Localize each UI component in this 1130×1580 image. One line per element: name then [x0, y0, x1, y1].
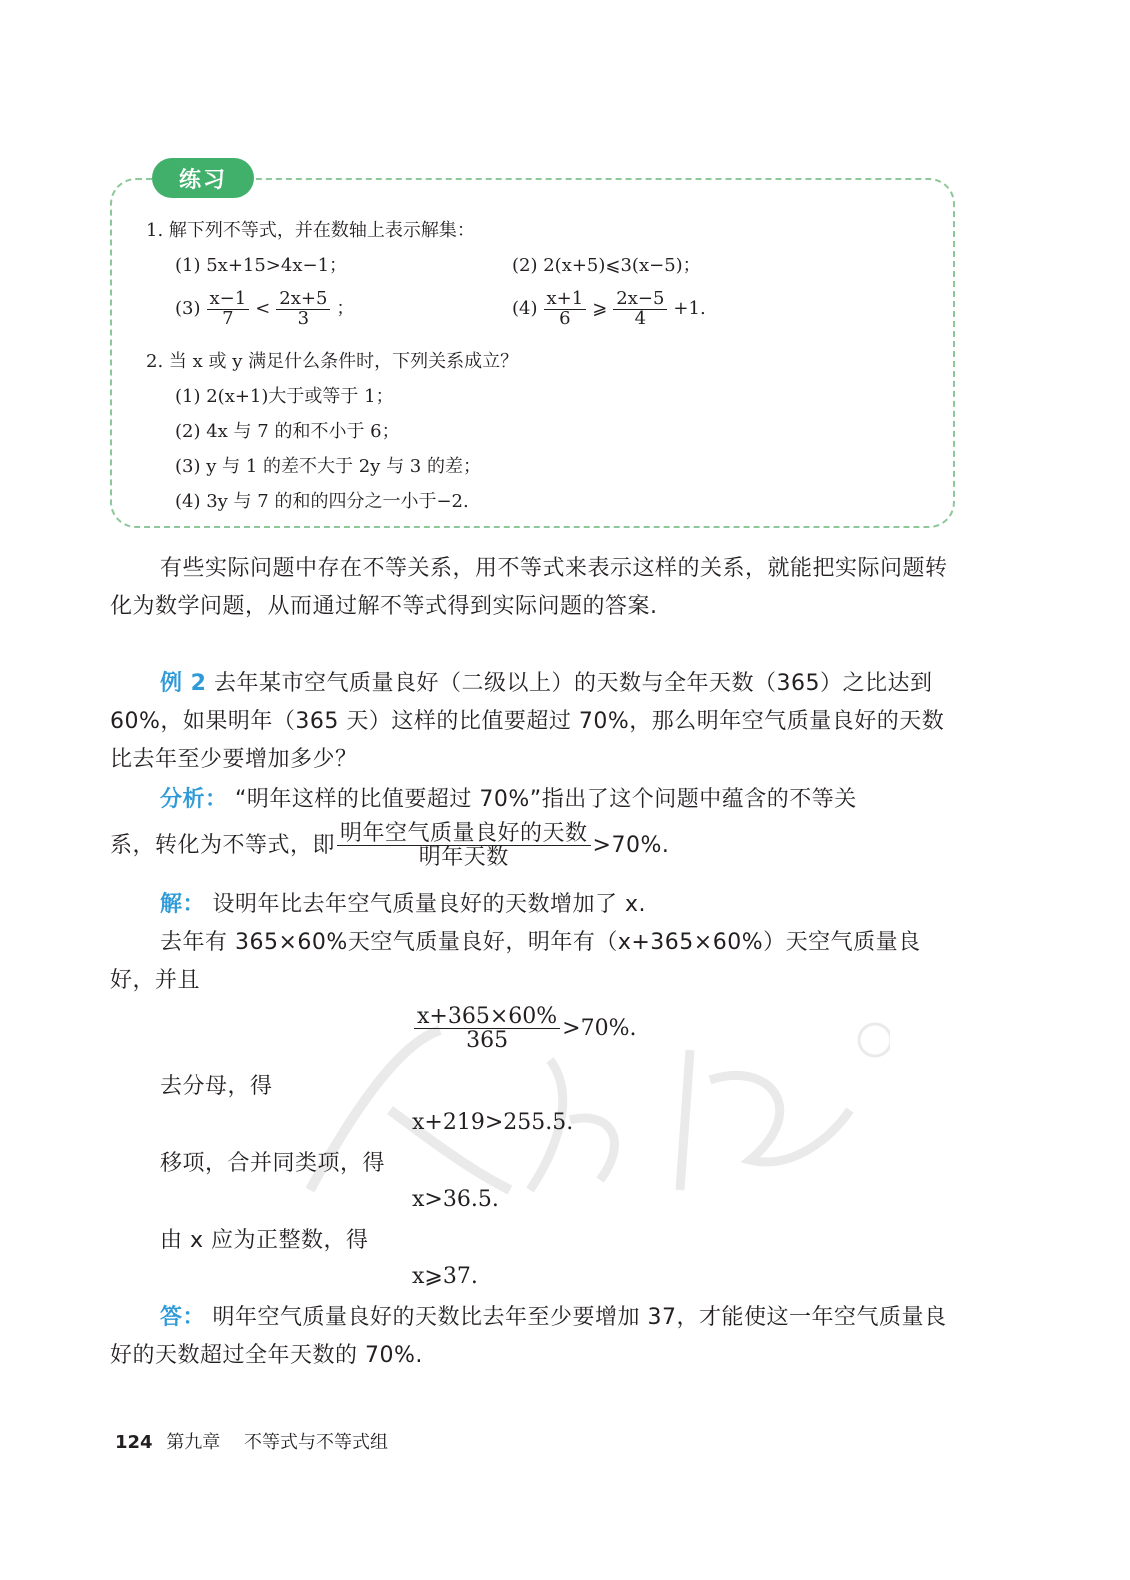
exercise-q2-item-1: (1) 2(x+1)大于或等于 1； [175, 386, 394, 407]
step-3: 由 x 应为正整数，得 [160, 1228, 369, 1253]
analysis-fraction [337, 822, 591, 869]
example-label: 例 2 [160, 671, 207, 696]
fraction [544, 290, 587, 329]
equation-4: x⩾37. [412, 1264, 478, 1289]
fraction-denominator: 明年天数 [418, 845, 509, 871]
item-label: (3) [175, 298, 201, 320]
fraction [207, 290, 250, 329]
fraction-numerator: 2x+5 [276, 290, 330, 310]
analysis-text-2: 系，转化为不等式，即 [110, 832, 336, 858]
equation-1-fraction [414, 1005, 560, 1052]
chapter-number: 第九章 [166, 1432, 221, 1453]
page-footer [115, 1428, 388, 1454]
fraction-denominator: 3 [297, 307, 310, 329]
analysis-label: 分析： [160, 787, 228, 812]
item-label: (4) [512, 298, 538, 320]
exercise-tag: 练习 [152, 158, 254, 198]
fraction [613, 290, 667, 329]
analysis-text: “明年这样的比值要超过 70%”指出了这个问题中蕴含的不等关 [235, 787, 857, 812]
fraction-denominator: 6 [559, 307, 571, 329]
fraction [276, 290, 330, 329]
fraction-denominator: 4 [634, 307, 647, 329]
answer-paragraph [110, 1299, 955, 1375]
exercise-q2-title: 2. 当 x 或 y 满足什么条件时，下列关系成立？ [146, 351, 519, 372]
item-end: +1. [673, 298, 706, 320]
solution-line [110, 886, 955, 924]
analysis-end: >70%. [592, 832, 670, 858]
analysis-line-2 [110, 822, 955, 869]
exercise-q1-item-4 [512, 290, 706, 329]
exercise-q1-title: 1. 解下列不等式，并在数轴上表示解集： [146, 220, 475, 241]
analysis-line-1 [110, 781, 955, 819]
answer-text: 明年空气质量良好的天数比去年至少要增加 37，才能使这一年空气质量良好的天数超过全年天数的 70%. [110, 1305, 947, 1368]
answer-label: 答： [160, 1305, 206, 1330]
chapter-title: 不等式与不等式组 [244, 1432, 389, 1453]
fraction-numerator: x+1 [544, 290, 587, 310]
exercise-q2-item-4: (4) 3y 与 7 的和的四分之一小于−2. [175, 491, 469, 512]
exercise-q2-item-2: (2) 4x 与 7 的和不小于 6； [175, 421, 400, 442]
equation-2: x+219>255.5. [412, 1110, 574, 1135]
equation-1 [412, 1005, 637, 1052]
equation-3: x>36.5. [412, 1187, 499, 1212]
fraction-denominator: 7 [222, 307, 234, 329]
example-text: 去年某市空气质量良好（二级以上）的天数与全年天数（365）之比达到 60%，如果明年（365 天）这样的比值要超过 70%，那么明年空气质量良好的天数比去年至少要增加多少？ [110, 671, 945, 772]
operator: ⩾ [592, 298, 608, 320]
exercise-q1-item-3 [175, 290, 354, 329]
example-paragraph [110, 665, 955, 779]
equation-1-end: >70%. [562, 1016, 637, 1042]
fraction-numerator: 2x−5 [613, 290, 667, 310]
fraction-numerator: 明年空气质量良好的天数 [337, 822, 591, 846]
step-2: 移项，合并同类项，得 [160, 1151, 386, 1176]
exercise-q1-item-1: (1) 5x+15>4x−1； [175, 255, 348, 276]
fraction-denominator: 365 [466, 1028, 509, 1054]
step-1: 去分母，得 [160, 1074, 273, 1099]
item-end: ； [336, 298, 355, 320]
fraction-numerator: x−1 [207, 290, 250, 310]
solution-text: 设明年比去年空气质量良好的天数增加了 x. [212, 892, 647, 917]
exercise-q1-item-2: (2) 2(x+5)⩽3(x−5)； [512, 255, 701, 276]
intro-paragraph: 有些实际问题中存在不等关系，用不等式来表示这样的关系，就能把实际问题转化为数学问题，从而通过解不等式得到实际问题的答案. [110, 556, 948, 619]
exercise-q2-item-3: (3) y 与 1 的差不大于 2y 与 3 的差； [175, 456, 481, 477]
solution-label: 解： [160, 892, 206, 917]
page-number: 124 [115, 1432, 153, 1453]
solution-paragraph-2: 去年有 365×60%天空气质量良好，明年有（x+365×60%）天空气质量良好，并且 [110, 930, 921, 993]
fraction-numerator: x+365×60% [414, 1005, 560, 1029]
operator: < [255, 298, 271, 320]
